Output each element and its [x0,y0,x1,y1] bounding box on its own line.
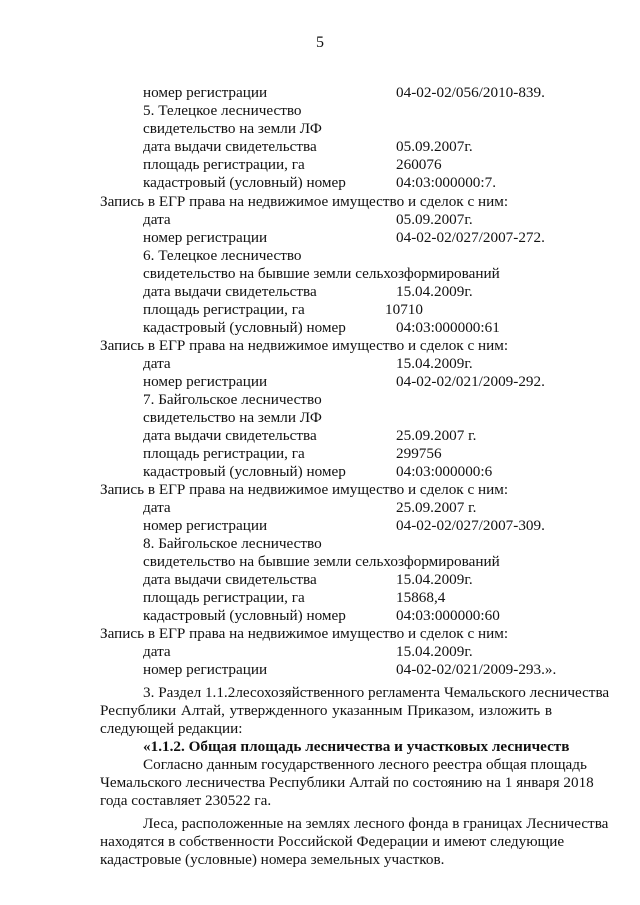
line-value: 10710 [385,301,423,318]
line-value: 15.04.2009г. [396,643,473,660]
paragraph-text: Согласно данным государственного лесного реестра общая площадь [143,756,587,773]
line-label: площадь регистрации, га [143,156,305,173]
line-value: 04-02-02/021/2009-293.». [396,661,557,678]
line-value: 04:03:000000:7. [396,174,496,191]
line-label: дата выдачи свидетельства [143,571,317,588]
line-value: 25.09.2007 г. [396,499,477,516]
section-3-text: 3. Раздел 1.1.2лесохозяйственного регламента Чемальского лесничества [143,684,610,701]
line-label: свидетельство на бывшие земли сельхозформирований [143,553,500,570]
line-value: 15868,4 [396,589,446,606]
line-value: 260076 [396,156,442,173]
record-heading: Запись в ЕГР права на недвижимое имущество и сделок с ним: [100,481,509,498]
line-label: свидетельство на бывшие земли сельхозформирований [143,265,500,282]
line-label: номер регистрации [143,661,268,678]
record-heading: Запись в ЕГР права на недвижимое имущество и сделок с ним: [100,193,509,210]
line-label: номер регистрации [143,229,268,246]
line-label: номер регистрации [143,517,268,534]
paragraph-text: кадастровые (условные) номера земельных участков. [100,851,445,868]
line-value: 04-02-02/021/2009-292. [396,373,545,390]
line-label: 6. Телецкое лесничество [143,247,302,264]
line-value: 04-02-02/027/2007-309. [396,517,545,534]
line-value: 05.09.2007г. [396,138,473,155]
paragraph-text: Леса, расположенные на землях лесного фонда в границах Лесничества [143,815,609,832]
line-label: дата [143,211,171,228]
section-3-text: Республики Алтай, утвержденного указанным Приказом, изложить в [100,702,552,719]
paragraph-text: Чемальского лесничества Республики Алтай по состоянию на 1 января 2018 [100,774,594,791]
paragraph-text: года составляет 230522 га. [100,792,272,809]
line-label: кадастровый (условный) номер [143,607,346,624]
record-heading: Запись в ЕГР права на недвижимое имущество и сделок с ним: [100,625,509,642]
line-label: кадастровый (условный) номер [143,174,346,191]
section-3-text: следующей редакции: [100,720,243,737]
line-label: свидетельство на земли ЛФ [143,120,322,137]
line-label: дата [143,643,171,660]
line-value: 04-02-02/027/2007-272. [396,229,545,246]
line-label: номер регистрации [143,84,268,101]
paragraph-text: находятся в собственности Российской Федерации и имеют следующие [100,833,565,850]
line-label: дата [143,499,171,516]
line-value: 04:03:000000:61 [396,319,500,336]
line-value: 15.04.2009г. [396,355,473,372]
line-label: дата выдачи свидетельства [143,427,317,444]
line-label: площадь регистрации, га [143,301,305,318]
line-value: 15.04.2009г. [396,571,473,588]
line-label: кадастровый (условный) номер [143,463,346,480]
line-value: 25.09.2007 г. [396,427,477,444]
line-value: 04-02-02/056/2010-839. [396,84,545,101]
line-label: номер регистрации [143,373,268,390]
line-value: 04:03:000000:60 [396,607,500,624]
line-label: 5. Телецкое лесничество [143,102,302,119]
line-label: площадь регистрации, га [143,589,305,606]
section-heading: «1.1.2. Общая площадь лесничества и участковых лесничеств [143,738,570,755]
line-label: дата [143,355,171,372]
record-heading: Запись в ЕГР права на недвижимое имущество и сделок с ним: [100,337,509,354]
line-label: дата выдачи свидетельства [143,138,317,155]
line-value: 15.04.2009г. [396,283,473,300]
line-label: 8. Байгольское лесничество [143,535,322,552]
page-number: 5 [316,34,324,51]
line-value: 299756 [396,445,442,462]
line-label: дата выдачи свидетельства [143,283,317,300]
line-label: свидетельство на земли ЛФ [143,409,322,426]
line-value: 05.09.2007г. [396,211,473,228]
line-label: 7. Байгольское лесничество [143,391,322,408]
line-label: площадь регистрации, га [143,445,305,462]
line-label: кадастровый (условный) номер [143,319,346,336]
line-value: 04:03:000000:6 [396,463,493,480]
